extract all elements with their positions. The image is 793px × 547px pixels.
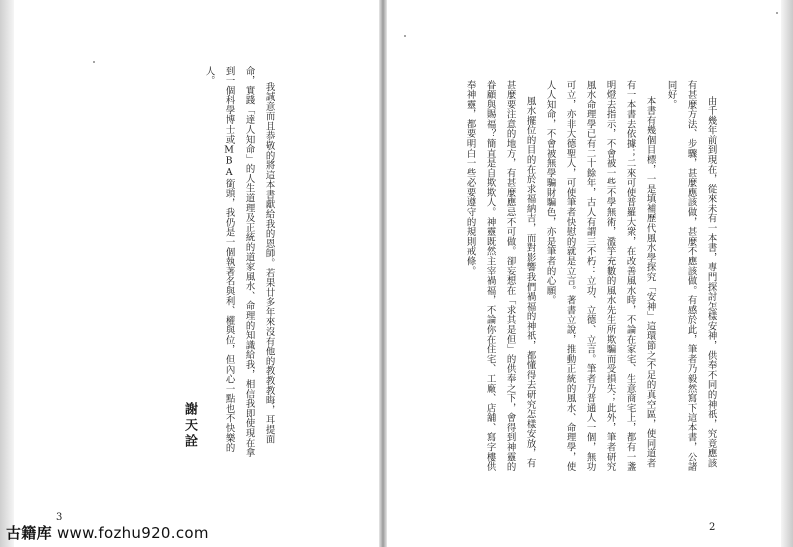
right-page-column: 眷顧與賜福？簡直是自欺欺人。神靈既然主宰禍福，不論你在住宅、工廠、店舖、寫字樓供 [484,80,496,472]
right-page-column: 由千幾年前到現在，從來未有一本書，專門探討怎樣安神，供奉不同的神祇，究竟應該 [705,96,717,469]
book-gutter [379,0,387,547]
right-page-column: 風水命理學已有二十餘年，古人有謂三不朽：立功、立德、立言。筆者乃普通人一個，無功 [584,80,596,472]
right-page-column: 明燈去指示，不會被一些不學無術，濫竽充數的風水先生所欺騙而受損失；此外，筆者研究 [604,80,616,472]
scan-speck [776,12,778,14]
left-page-column: 人。 [203,66,215,86]
right-page-column: 奉神靈，都要明白一些必要遵守的規則戒條。 [464,80,476,276]
left-page-edge [0,0,14,547]
left-page-column: 命，實踐「達人知命」的人生道理及正統的道家風水、命理的知識給我，相信我即使現在拿 [243,66,255,458]
right-page-column: 人人知命，不會被無學騙財騙色，亦是筆者的心願。 [544,80,556,306]
right-page-column: 有一本書去依據；二來可使普羅大衆，在改善風水時，不論在家宅、生意商宅上，都有一盞 [624,80,636,472]
scan-speck [404,35,406,37]
right-page-column: 本書有幾個目標，一是填補歷代風水學探究「安神」這環節之不足的真空區，使同道者 [644,96,656,469]
left-page-column: 到一個科學博士或MBA銜頭，我仍是一個執著名與利、權與位，但內心一點也不快樂的 [223,66,235,453]
left-page-number: 3 [56,512,63,523]
site-watermark [6,522,209,543]
right-page-column: 可立，亦非大德聖人，可使筆者快慰的就是立言。著書立說，推動正統的風水、命理學，使 [564,80,576,472]
left-page-column: 我誠意而且恭敬的將這本書獻給我的恩師。若果廿多年來沒有他的教教教晦，耳提面 [263,82,275,445]
left-page [0,0,382,547]
watermark-brand: 古籍库 [6,524,52,542]
author-signature: 謝天詮 [182,402,197,450]
right-page-column: 同好。 [665,80,677,110]
right-page-column: 甚麼要注意的地方，有甚麼應忌不可做。卻妄想在「求其是但」的供奉之下，會得到神靈的 [504,80,516,472]
right-page-edge [781,0,793,547]
right-page-column: 有甚麼方法、步驟，甚麼應該做，甚麼不應該做。有感於此，筆者乃毅然寫下這本書，公諸 [685,80,697,472]
right-page-column: 風水擺位的目的在於求福納吉，而對影響我們禍福的神祇，都懂得去研究怎樣安放，有 [524,96,536,469]
right-page-number: 2 [709,522,716,533]
scan-speck [93,61,95,63]
watermark-url: www.fozhu920.com [56,524,209,542]
